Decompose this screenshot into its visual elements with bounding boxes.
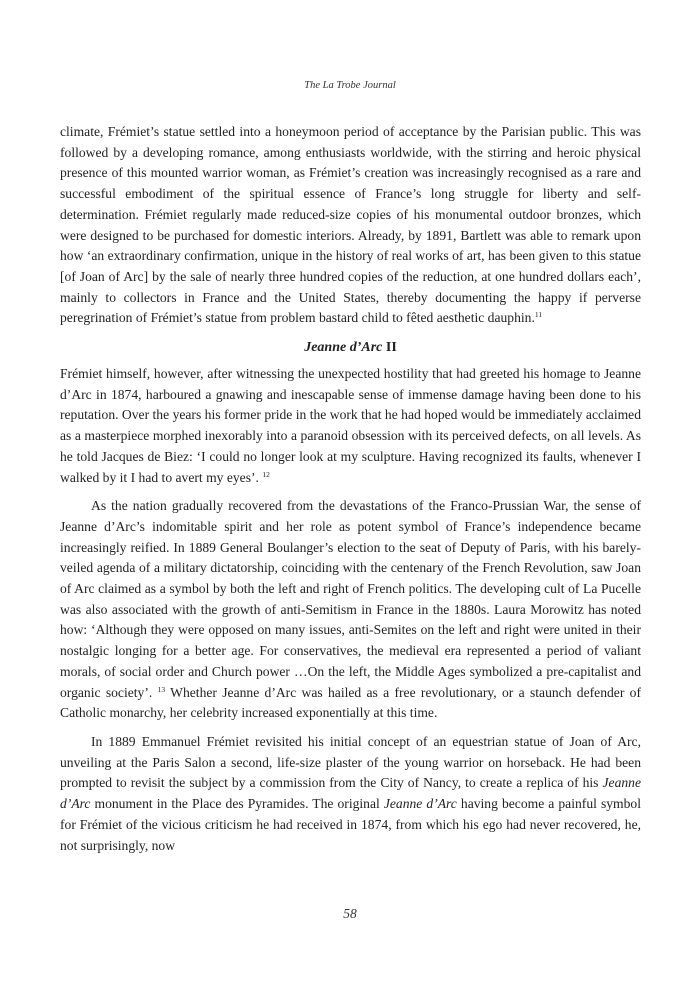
paragraph-1 xyxy=(60,122,641,329)
paragraph-4-text-1: In 1889 Emmanuel Frémiet revisited his initial concept of an equestrian statue of Joan of Arc, unveiling at the Paris Salon a second, life-size plaster of the young warrior on horseback. He had been prompted to revisit the subject by a commission from the City of Nancy, to create a replica of his xyxy=(60,733,641,791)
running-header: The La Trobe Journal xyxy=(304,80,396,91)
section-heading-numeral: II xyxy=(382,340,397,356)
paragraph-3-text-b: Whether Jeanne d’Arc was hailed as a free revolutionary, or a staunch defender of Catholic monarchy, her celebrity increased exponentially at this time. xyxy=(60,684,641,721)
paragraph-4-title-1: Jeanne d’Arc xyxy=(60,775,641,812)
footnote-ref-11[interactable]: 11 xyxy=(534,310,543,320)
page-number: 58 xyxy=(343,906,357,921)
paragraph-3 xyxy=(60,496,641,724)
article-body xyxy=(60,122,641,856)
paragraph-4-text-3: having become a painful symbol for Frémiet of the vicious criticism he had received in 1874, from which his ego had never recovered, he, not surprisingly, now xyxy=(60,796,641,853)
section-heading xyxy=(60,338,641,358)
footnote-ref-13[interactable]: 13 xyxy=(157,684,166,694)
paragraph-2-text: Frémiet himself, however, after witnessing the unexpected hostility that had greeted his homage to Jeanne d’Arc in 1874, harboured a gnawing and inescapable sense of immense damage having been done to his reputation. Over the years his former pride in the work that he had hoped would be immediately acclaimed as a masterpiece morphed inexorably into a paranoid obsession with its perceived defects, on all levels. As he told Jacques de Biez: ‘I could no longer look at my sculpture. Having recognized its faults, whenever I walked by it I had to avert my eyes’. xyxy=(60,366,641,485)
paragraph-4-title-2: Jeanne d’Arc xyxy=(383,796,457,812)
footnote-ref-12[interactable]: 12 xyxy=(262,469,270,479)
section-heading-title: Jeanne d’Arc xyxy=(304,340,383,356)
paragraph-4-text-2: monument in the Place des Pyramides. The original xyxy=(90,796,384,812)
paragraph-3-text-a: As the nation gradually recovered from the devastations of the Franco-Prussian War, the sense of Jeanne d’Arc’s indomitable spirit and her role as potent symbol of France’s independence became increasingly reified. In 1889 General Boulanger’s election to the seat of Deputy of Paris, with his barely-veiled agenda of a military dictatorship, coinciding with the centenary of the French Revolution, saw Joan of Arc claimed as a symbol by both the left and right of French politics. The developing cult of La Pucelle was also associated with the growth of anti-Semitism in France in the 1880s. Laura Morowitz has noted how: ‘Although they were opposed on many issues, anti-Semites on the left and right were united in their nostalgic longing for a better age. For conservatives, the medieval era represented a period of valiant morals, of social order and Church power …On the left, the Middle Ages symbolized a pre-capitalist and organic society’. xyxy=(60,498,641,700)
paragraph-1-text: climate, Frémiet’s statue settled into a honeymoon period of acceptance by the Parisian public. This was followed by a developing romance, among enthusiasts worldwide, with the stirring and heroic physical presence of this mounted warrior woman, as Frémiet’s creation was increasingly recognised as a rare and successful embodiment of the spiritual essence of France’s long struggle for liberty and self-determination. Frémiet regularly made reduced-size copies of his monumental outdoor bronzes, which were designed to be purchased for domestic interiors. Already, by 1891, Bartlett was able to remark upon how ‘an extraordinary confirmation, unique in the history of real works of art, has been given to this statue [of Joan of Arc] by the sale of nearly three hundred copies of the reduction, at one hundred dollars each’, mainly to collectors in France and the United States, thereby documenting the happy if perverse peregrination of Frémiet’s statue from problem bastard child to fêted aesthetic dauphin. xyxy=(60,124,641,326)
paragraph-4 xyxy=(60,732,641,856)
paragraph-2 xyxy=(60,364,641,488)
